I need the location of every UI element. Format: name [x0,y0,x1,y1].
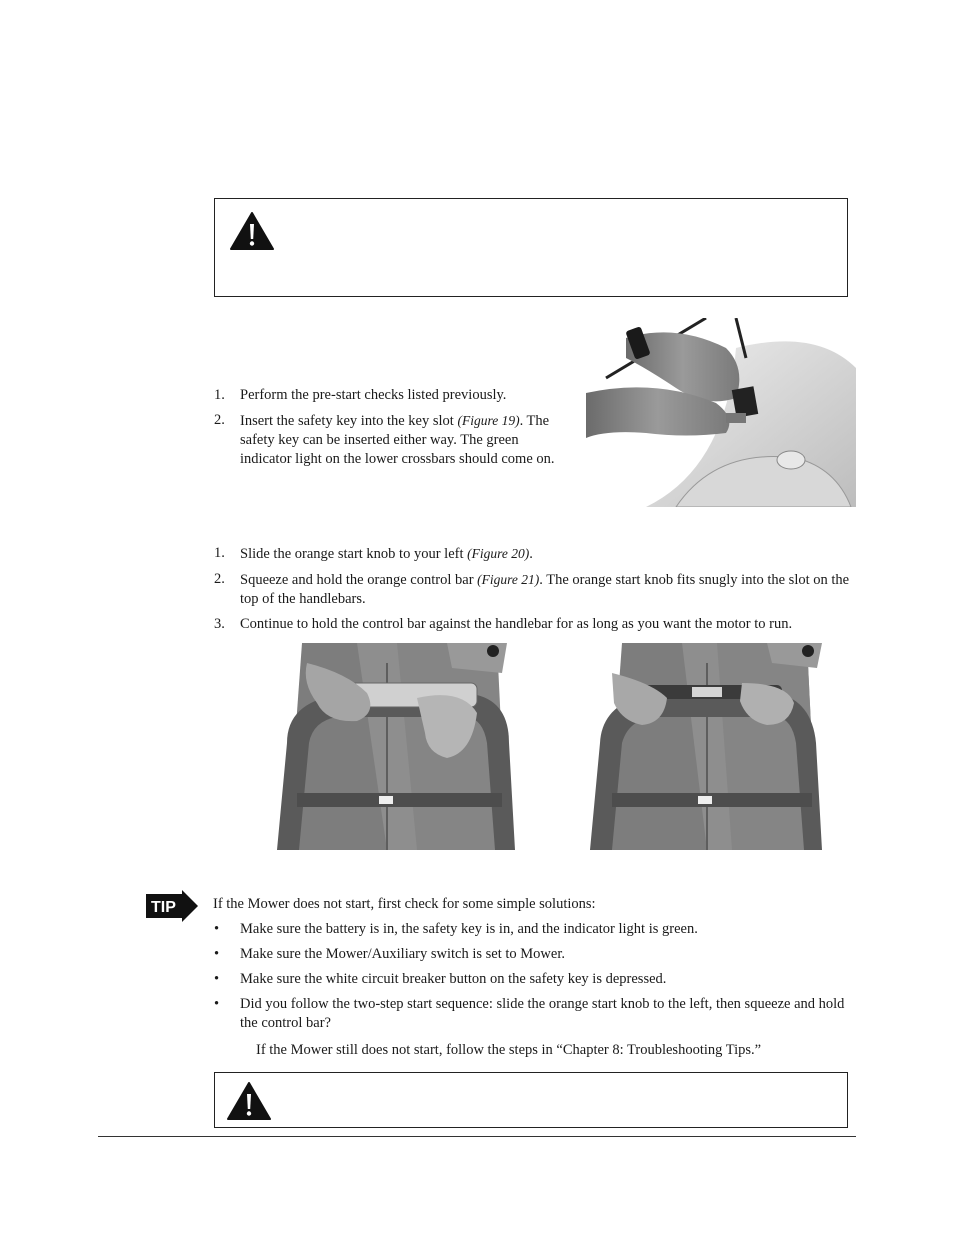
figure-20-photo [247,643,527,850]
warning-triangle-icon [226,1081,272,1121]
list-item: • Did you follow the two-step start sequence: slide the orange start knob to the left, then squeeze and hold the control bar? [214,996,845,1031]
warning-box-top [214,198,848,297]
bullet-mark: • [214,921,220,937]
tip-followup-text: If the Mower still does not start, follow the steps in “Chapter 8: Troubleshooting Tips.” [256,1042,762,1058]
warning-box-bottom [214,1072,848,1128]
figure-reference: (Figure 21) [477,572,540,587]
tip-bullet-list [214,920,859,1039]
bullet-mark: • [214,946,220,962]
figure-21-photo [572,643,842,850]
tip-badge-label: TIP [151,899,176,916]
steps-list-insert-key [214,386,559,475]
tip-arrow-icon [146,890,198,922]
bullet-mark: • [214,971,220,987]
footer-divider [98,1136,856,1137]
bullet-mark: • [214,996,220,1012]
list-item: 3. Continue to hold the control bar against the handlebar for as long as you want the motor to run. [214,616,793,632]
list-item: 2. Squeeze and hold the orange control bar (Figure 21). The orange start knob fits snugly into the slot on the top of the handlebars. [214,571,850,607]
list-item: 1. Perform the pre-start checks listed previously. [214,387,507,403]
list-item: • Make sure the Mower/Auxiliary switch is set to Mower. [214,946,565,962]
list-item: • Make sure the white circuit breaker button on the safety key is depressed. [214,971,667,987]
steps-list-start-motor [214,544,859,640]
warning-triangle-icon [229,211,275,251]
list-item: 2. Insert the safety key into the key slot (Figure 19). The safety key can be inserted either way. The green indicator light on the lower crossbars should come on. [214,412,555,467]
tip-intro-text: If the Mower does not start, first check for some simple solutions: [213,896,596,912]
figure-reference: (Figure 19) [457,413,520,428]
list-item: • Make sure the battery is in, the safety key is in, and the indicator light is green. [214,921,698,937]
figure-reference: (Figure 20) [467,546,530,561]
list-item: 1. Slide the orange start knob to your left (Figure 20). [214,545,533,562]
figure-19-photo [586,318,856,507]
